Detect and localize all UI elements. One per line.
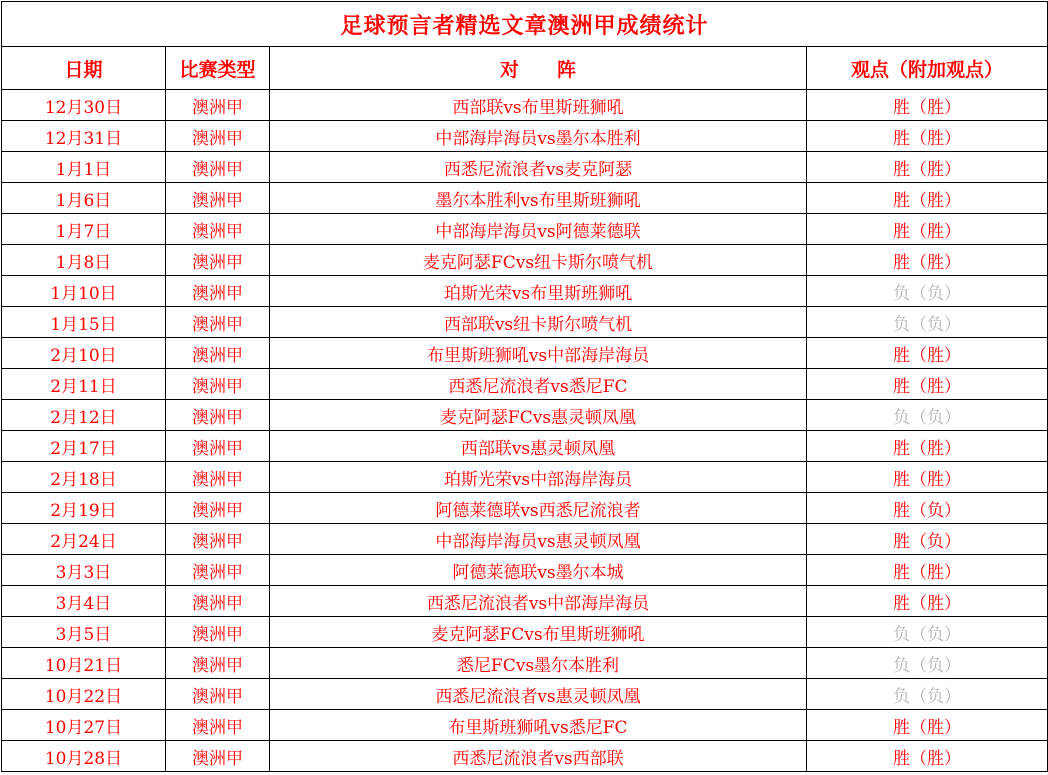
cell-match: 西悉尼流浪者vs惠灵顿凤凰 bbox=[270, 679, 807, 710]
cell-date: 10月22日 bbox=[2, 679, 166, 710]
cell-type: 澳洲甲 bbox=[166, 524, 270, 555]
cell-type: 澳洲甲 bbox=[166, 493, 270, 524]
cell-type: 澳洲甲 bbox=[166, 617, 270, 648]
cell-match: 中部海岸海员vs墨尔本胜利 bbox=[270, 121, 807, 152]
cell-type: 澳洲甲 bbox=[166, 338, 270, 369]
cell-date: 1月7日 bbox=[2, 214, 166, 245]
results-table bbox=[1, 1, 1048, 772]
cell-date: 10月27日 bbox=[2, 710, 166, 741]
header-view: 观点（附加观点） bbox=[807, 47, 1048, 90]
table-body bbox=[2, 2, 1048, 772]
cell-view: 胜（胜） bbox=[807, 741, 1048, 772]
cell-view: 胜（胜） bbox=[807, 338, 1048, 369]
table-row bbox=[2, 90, 1048, 121]
cell-type: 澳洲甲 bbox=[166, 276, 270, 307]
cell-type: 澳洲甲 bbox=[166, 183, 270, 214]
cell-date: 1月15日 bbox=[2, 307, 166, 338]
cell-view: 胜（胜） bbox=[807, 152, 1048, 183]
table-row bbox=[2, 183, 1048, 214]
cell-match: 西悉尼流浪者vs西部联 bbox=[270, 741, 807, 772]
cell-type: 澳洲甲 bbox=[166, 400, 270, 431]
cell-match: 西部联vs纽卡斯尔喷气机 bbox=[270, 307, 807, 338]
results-sheet bbox=[1, 1, 1047, 773]
cell-type: 澳洲甲 bbox=[166, 307, 270, 338]
cell-match: 中部海岸海员vs惠灵顿凤凰 bbox=[270, 524, 807, 555]
table-row bbox=[2, 307, 1048, 338]
cell-type: 澳洲甲 bbox=[166, 586, 270, 617]
cell-view: 胜（负） bbox=[807, 493, 1048, 524]
table-row bbox=[2, 462, 1048, 493]
sheet-title: 足球预言者精选文章澳洲甲成绩统计 bbox=[2, 2, 1048, 47]
cell-date: 3月4日 bbox=[2, 586, 166, 617]
table-row bbox=[2, 555, 1048, 586]
cell-date: 2月24日 bbox=[2, 524, 166, 555]
cell-view: 胜（胜） bbox=[807, 90, 1048, 121]
cell-match: 珀斯光荣vs中部海岸海员 bbox=[270, 462, 807, 493]
cell-date: 12月31日 bbox=[2, 121, 166, 152]
cell-type: 澳洲甲 bbox=[166, 214, 270, 245]
cell-date: 3月5日 bbox=[2, 617, 166, 648]
cell-date: 10月21日 bbox=[2, 648, 166, 679]
table-row bbox=[2, 648, 1048, 679]
cell-view: 胜（负） bbox=[807, 524, 1048, 555]
cell-match: 墨尔本胜利vs布里斯班狮吼 bbox=[270, 183, 807, 214]
table-row bbox=[2, 214, 1048, 245]
cell-match: 麦克阿瑟FCvs惠灵顿凤凰 bbox=[270, 400, 807, 431]
cell-view: 胜（胜） bbox=[807, 710, 1048, 741]
cell-type: 澳洲甲 bbox=[166, 121, 270, 152]
cell-match: 悉尼FCvs墨尔本胜利 bbox=[270, 648, 807, 679]
header-date: 日期 bbox=[2, 47, 166, 90]
cell-match: 麦克阿瑟FCvs布里斯班狮吼 bbox=[270, 617, 807, 648]
table-row bbox=[2, 431, 1048, 462]
cell-view: 胜（胜） bbox=[807, 462, 1048, 493]
cell-match: 西部联vs布里斯班狮吼 bbox=[270, 90, 807, 121]
cell-view: 胜（胜） bbox=[807, 431, 1048, 462]
cell-view: 负（负） bbox=[807, 400, 1048, 431]
table-row bbox=[2, 245, 1048, 276]
cell-date: 1月8日 bbox=[2, 245, 166, 276]
cell-view: 负（负） bbox=[807, 276, 1048, 307]
table-row bbox=[2, 276, 1048, 307]
cell-type: 澳洲甲 bbox=[166, 462, 270, 493]
cell-date: 2月12日 bbox=[2, 400, 166, 431]
cell-view: 胜（胜） bbox=[807, 214, 1048, 245]
cell-view: 负（负） bbox=[807, 648, 1048, 679]
cell-view: 胜（胜） bbox=[807, 245, 1048, 276]
cell-view: 胜（胜） bbox=[807, 586, 1048, 617]
header-type: 比赛类型 bbox=[166, 47, 270, 90]
table-row bbox=[2, 741, 1048, 772]
cell-date: 10月28日 bbox=[2, 741, 166, 772]
cell-type: 澳洲甲 bbox=[166, 90, 270, 121]
cell-type: 澳洲甲 bbox=[166, 369, 270, 400]
header-match: 对 阵 bbox=[270, 47, 807, 90]
table-row bbox=[2, 710, 1048, 741]
cell-match: 阿德莱德联vs墨尔本城 bbox=[270, 555, 807, 586]
cell-match: 中部海岸海员vs阿德莱德联 bbox=[270, 214, 807, 245]
cell-match: 布里斯班狮吼vs中部海岸海员 bbox=[270, 338, 807, 369]
cell-type: 澳洲甲 bbox=[166, 741, 270, 772]
cell-date: 1月10日 bbox=[2, 276, 166, 307]
cell-type: 澳洲甲 bbox=[166, 245, 270, 276]
cell-match: 西悉尼流浪者vs中部海岸海员 bbox=[270, 586, 807, 617]
cell-match: 西部联vs惠灵顿凤凰 bbox=[270, 431, 807, 462]
table-row bbox=[2, 524, 1048, 555]
cell-type: 澳洲甲 bbox=[166, 152, 270, 183]
title-row bbox=[2, 2, 1048, 47]
cell-type: 澳洲甲 bbox=[166, 431, 270, 462]
cell-date: 2月19日 bbox=[2, 493, 166, 524]
table-row bbox=[2, 152, 1048, 183]
cell-date: 3月3日 bbox=[2, 555, 166, 586]
cell-match: 阿德莱德联vs西悉尼流浪者 bbox=[270, 493, 807, 524]
table-row bbox=[2, 400, 1048, 431]
cell-view: 负（负） bbox=[807, 617, 1048, 648]
table-row bbox=[2, 493, 1048, 524]
table-row bbox=[2, 617, 1048, 648]
cell-match: 西悉尼流浪者vs麦克阿瑟 bbox=[270, 152, 807, 183]
cell-type: 澳洲甲 bbox=[166, 555, 270, 586]
cell-date: 1月1日 bbox=[2, 152, 166, 183]
cell-date: 2月17日 bbox=[2, 431, 166, 462]
table-row bbox=[2, 338, 1048, 369]
cell-match: 珀斯光荣vs布里斯班狮吼 bbox=[270, 276, 807, 307]
cell-match: 布里斯班狮吼vs悉尼FC bbox=[270, 710, 807, 741]
header-row bbox=[2, 47, 1048, 90]
cell-view: 胜（胜） bbox=[807, 121, 1048, 152]
cell-date: 1月6日 bbox=[2, 183, 166, 214]
cell-date: 12月30日 bbox=[2, 90, 166, 121]
cell-match: 麦克阿瑟FCvs纽卡斯尔喷气机 bbox=[270, 245, 807, 276]
table-row bbox=[2, 586, 1048, 617]
table-row bbox=[2, 121, 1048, 152]
cell-date: 2月10日 bbox=[2, 338, 166, 369]
cell-view: 胜（胜） bbox=[807, 555, 1048, 586]
cell-type: 澳洲甲 bbox=[166, 648, 270, 679]
cell-view: 负（负） bbox=[807, 307, 1048, 338]
cell-date: 2月18日 bbox=[2, 462, 166, 493]
table-row bbox=[2, 369, 1048, 400]
cell-type: 澳洲甲 bbox=[166, 679, 270, 710]
cell-view: 胜（胜） bbox=[807, 369, 1048, 400]
table-row bbox=[2, 679, 1048, 710]
cell-match: 西悉尼流浪者vs悉尼FC bbox=[270, 369, 807, 400]
cell-view: 胜（胜） bbox=[807, 183, 1048, 214]
cell-date: 2月11日 bbox=[2, 369, 166, 400]
cell-view: 负（负） bbox=[807, 679, 1048, 710]
cell-type: 澳洲甲 bbox=[166, 710, 270, 741]
